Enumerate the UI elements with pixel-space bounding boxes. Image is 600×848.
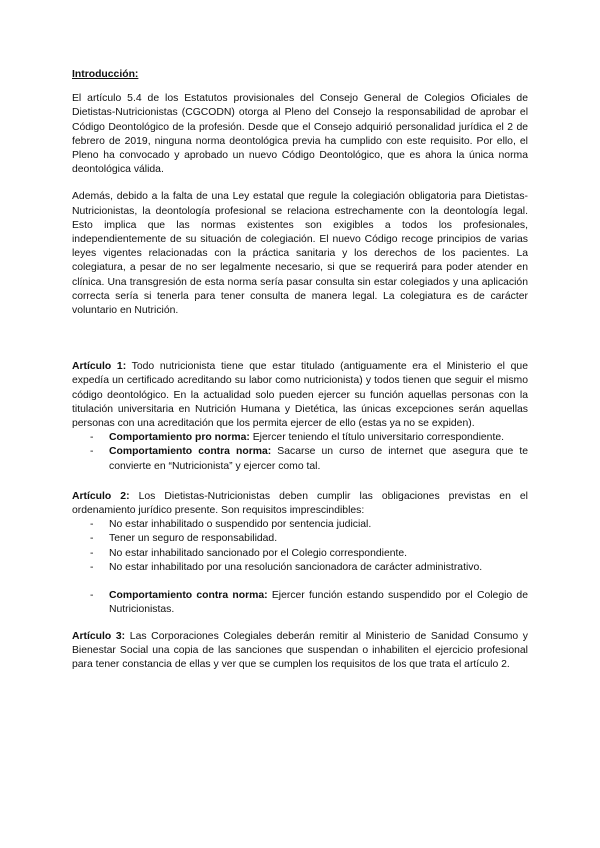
list-item: - No estar inhabilitado sancionado por el Colegio correspondiente. [72,547,528,561]
article-2-title: Artículo 2: [72,490,130,502]
article-2-requirements-list [72,518,528,575]
article-2-text: Los Dietistas-Nutricionistas deben cumplir las obligaciones previstas en el ordenamiento jurídico presente. Son requisitos imprescindibles: [72,490,528,517]
article-3-text: Las Corporaciones Colegiales deberán remitir al Ministerio de Sanidad Consumo y Bienestar Social una copia de las sanciones que suspendan o inhabiliten el ejercicio profesional para tener constancia de ellas y ver que se cumplen los requisitos de los que trata el artículo 2. [72,630,528,670]
list-item [72,431,528,445]
contra-norm-text: Sacarse un curso de internet que asegura que te convierte en “Nutricionista” y ejercer como tal. [109,446,529,472]
intro-paragraph-1: El artículo 5.4 de los Estatutos provisionales del Consejo General de Colegios Oficiales de Dietistas-Nutricionistas (CGCODN) otorga al Pleno del Consejo la responsabilidad de aprobar el Código Deontológico de la profesión. Desde que el Consejo adquirió personalidad jurídica el 2 de febrero de 2019, ninguna norma deontológica previa ha cumplido con este requisito. Por ello, el Pleno ha convocado y aprobado un nuevo Código Deontológico, que es ahora la única norma deontológica válida. [72,93,528,176]
article-1-paragraph [72,360,528,431]
document-body [72,68,528,672]
article-1-title: Artículo 1: [72,361,127,373]
list-item [72,589,528,617]
article-1-behaviour-list [72,431,528,474]
article-1-text: Todo nutricionista tiene que estar titulado (antiguamente era el Ministerio el que expedía un certificado acreditando su labor como nutricionista) y todos tienen que seguir el mismo código deontológico. En la actualidad solo pueden ejercer su función aquellas personas con la titulación universitaria en Nutrición Humana y Dietética, las únicas excepciones serán aquellas personas con una acreditación que los permita ejercer de ello (estas ya no se expiden). [72,361,528,430]
pro-norm-text: Ejercer teniendo el título universitario correspondiente. [249,432,504,444]
article-2-paragraph [72,490,528,518]
list-item [72,445,528,473]
list-item: - Tener un seguro de responsabilidad. [72,532,528,546]
article-3-title: Artículo 3: [72,630,126,642]
list-item: - No estar inhabilitado o suspendido por sentencia judicial. [72,518,528,532]
contra-norm-label: Comportamiento contra norma: [109,590,268,602]
section-heading: Introducción: [72,69,139,80]
contra-norm-label: Comportamiento contra norma: [109,446,272,458]
intro-paragraph-2: Además, debido a la falta de una Ley estatal que regule la colegiación obligatoria para Dietistas-Nutricionistas, la deontología profesional se relaciona estrechamente con la deontología legal. Esto implica que las normas existentes son exigibles a todos los profesionales, independientemente de su situación de colegiación. El nuevo Código recoge principios de varias leyes vigentes relacionadas con la práctica sanitaria y los derechos de los pacientes. La colegiatura, a pesar de no ser legalmente necesario, si que se requerirá para poder atender en clínica. Una transgresión de esta norma sería pasar consulta sin estar colegiados y una aplicación correcta sería si tenerla para tener consulta de manera legal. La colegiatura es de carácter voluntario en Nutrición. [72,191,528,317]
pro-norm-label: Comportamiento pro norma: [109,432,250,444]
list-item: - No estar inhabilitado por una resolución sancionadora de carácter administrativo. [72,561,528,575]
article-3-paragraph [72,630,528,673]
article-2-behaviour-list [72,589,528,617]
contra-norm-text: Ejercer función estando suspendido por el Colegio de Nutricionistas. [109,590,528,616]
